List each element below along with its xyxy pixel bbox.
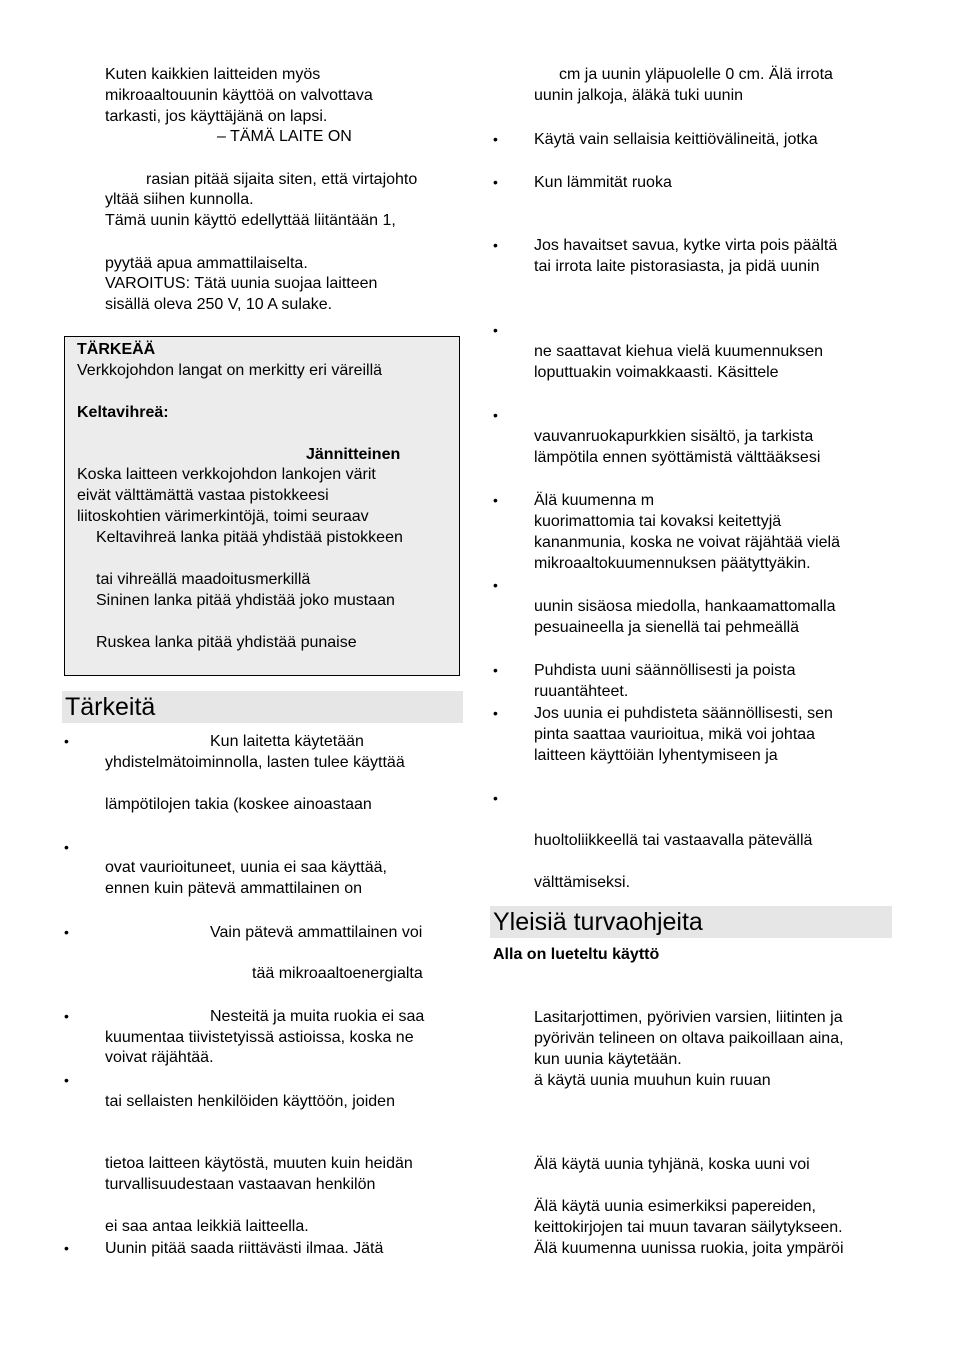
list-item: mikroaaltokuumennuksen päätyttyäkin. [534, 555, 811, 572]
bullet: • [493, 705, 498, 721]
text-line: Tämä uunin käyttö edellyttää liitäntään 1, [105, 212, 396, 229]
notice-label-live: Jännitteinen [306, 446, 401, 463]
notice-title: TÄRKEÄÄ [77, 341, 156, 358]
bullet: • [493, 577, 498, 593]
list-item: kuorimattomia tai kovaksi keitettyjä [534, 513, 782, 530]
list-item: voivat räjähtää. [105, 1049, 214, 1066]
bullet: • [64, 1240, 69, 1256]
list-item: turvallisuudestaan vastaavan henkilön [105, 1176, 376, 1193]
bullet: • [64, 1072, 69, 1088]
notice-label-yellowgreen: Keltavihreä: [77, 404, 169, 421]
text-line: rasian pitää sijaita siten, että virtajohto [146, 171, 418, 188]
bullet: • [493, 662, 498, 678]
text-line: yltää siihen kunnolla. [105, 191, 254, 208]
list-item: Puhdista uuni säännöllisesti ja poista [534, 662, 796, 679]
section-heading-yleisia-turvaohjeita: Yleisiä turvaohjeita [493, 908, 703, 936]
list-item: ovat vaurioituneet, uunia ei saa käyttää, [105, 859, 387, 876]
text-line: cm ja uunin yläpuolelle 0 cm. Älä irrota [559, 66, 833, 83]
text-line: VAROITUS: Tätä uunia suojaa laitteen [105, 275, 378, 292]
list-item: keittokirjojen tai muun tavaran säilytykseen. [534, 1219, 843, 1236]
notice-instruction: Sininen lanka pitää yhdistää joko mustaan [96, 592, 395, 609]
list-item: lämpötilojen takia (koskee ainoastaan [105, 796, 372, 813]
list-item: Jos uunia ei puhdisteta säännöllisesti, sen [534, 705, 833, 722]
list-item: Uunin pitää saada riittävästi ilmaa. Jätä [105, 1240, 384, 1257]
list-item: ennen kuin pätevä ammattilainen on [105, 880, 363, 897]
bullet: • [64, 733, 69, 749]
list-item: kananmunia, koska ne voivat räjähtää vielä [534, 534, 840, 551]
list-item: huoltoliikkeellä tai vastaavalla pätevällä [534, 832, 813, 849]
list-item: ä käytä uunia muuhun kuin ruuan [534, 1072, 771, 1089]
list-item: tää mikroaaltoenergialta [252, 965, 423, 982]
list-item: Jos havaitset savua, kytke virta pois päältä [534, 237, 838, 254]
list-item: välttämiseksi. [534, 874, 631, 891]
list-item: Älä käytä uunia tyhjänä, koska uuni voi [534, 1156, 810, 1173]
bullet: • [64, 1008, 69, 1024]
list-item: Käytä vain sellaisia keittiövälineitä, jotka [534, 131, 818, 148]
section-subheading: Alla on lueteltu käyttö [493, 946, 660, 963]
list-item: kun uunia käytetään. [534, 1051, 682, 1068]
section-heading-tarkeita: Tärkeitä [65, 693, 156, 721]
list-item: vauvanruokapurkkien sisältö, ja tarkista [534, 428, 814, 445]
list-item: Älä käytä uunia esimerkiksi papereiden, [534, 1198, 816, 1215]
text-line: – TÄMÄ LAITE ON [217, 128, 352, 145]
bullet: • [493, 131, 498, 147]
notice-line: eivät välttämättä vastaa pistokkeesi [77, 487, 329, 504]
list-item: ne saattavat kiehua vielä kuumennuksen [534, 343, 824, 360]
notice-instruction: tai vihreällä maadoitusmerkillä [96, 571, 311, 588]
notice-instruction: Ruskea lanka pitää yhdistää punaise [96, 634, 357, 651]
list-item: loputtuakin voimakkaasti. Käsittele [534, 364, 779, 381]
list-item: yhdistelmätoiminnolla, lasten tulee käyttää [105, 754, 405, 771]
text-line: uunin jalkoja, äläkä tuki uunin [534, 87, 744, 104]
list-item: pinta saattaa vaurioitua, mikä voi johtaa [534, 726, 816, 743]
list-item: laitteen käyttöiän lyhentymiseen ja [534, 747, 778, 764]
list-item: tai sellaisten henkilöiden käyttöön, joiden [105, 1093, 395, 1110]
list-item: Kun lämmität ruoka [534, 174, 672, 191]
list-item: tietoa laitteen käytöstä, muuten kuin heidän [105, 1155, 413, 1172]
list-item: ruuantähteet. [534, 683, 629, 700]
bullet: • [64, 924, 69, 940]
notice-line: Verkkojohdon langat on merkitty eri väreillä [77, 362, 383, 379]
list-item: Lasitarjottimen, pyörivien varsien, liitinten ja [534, 1009, 843, 1026]
list-item: ei saa antaa leikkiä laitteella. [105, 1218, 309, 1235]
list-item: Älä kuumenna m [534, 492, 655, 509]
notice-line: Koska laitteen verkkojohdon lankojen värit [77, 466, 376, 483]
notice-instruction: Keltavihreä lanka pitää yhdistää pistokkeen [96, 529, 403, 546]
notice-line: liitoskohtien värimerkintöjä, toimi seuraav [77, 508, 369, 525]
text-line: sisällä oleva 250 V, 10 A sulake. [105, 296, 333, 313]
bullet: • [493, 492, 498, 508]
list-item: uunin sisäosa miedolla, hankaamattomalla [534, 598, 836, 615]
bullet: • [493, 322, 498, 338]
text-line: Kuten kaikkien laitteiden myös [105, 66, 321, 83]
list-item: pyörivän telineen on oltava paikoillaan aina, [534, 1030, 844, 1047]
list-item: Nesteitä ja muita ruokia ei saa [210, 1008, 425, 1025]
bullet: • [493, 237, 498, 253]
bullet: • [493, 174, 498, 190]
bullet: • [493, 790, 498, 806]
text-line: mikroaaltouunin käyttöä on valvottava [105, 87, 373, 104]
list-item: Älä kuumenna uunissa ruokia, joita ympäröi [534, 1240, 844, 1257]
text-line: pyytää apua ammattilaiselta. [105, 255, 308, 272]
list-item: pesuaineella ja sienellä tai pehmeällä [534, 619, 800, 636]
list-item: kuumentaa tiivistetyissä astioissa, koska ne [105, 1029, 414, 1046]
list-item: lämpötila ennen syöttämistä välttääksesi [534, 449, 821, 466]
list-item: Kun laitetta käytetään [210, 733, 364, 750]
list-item: Vain pätevä ammattilainen voi [210, 924, 423, 941]
bullet: • [493, 407, 498, 423]
text-line: tarkasti, jos käyttäjänä on lapsi. [105, 108, 328, 125]
bullet: • [64, 839, 69, 855]
list-item: tai irrota laite pistorasiasta, ja pidä uunin [534, 258, 820, 275]
